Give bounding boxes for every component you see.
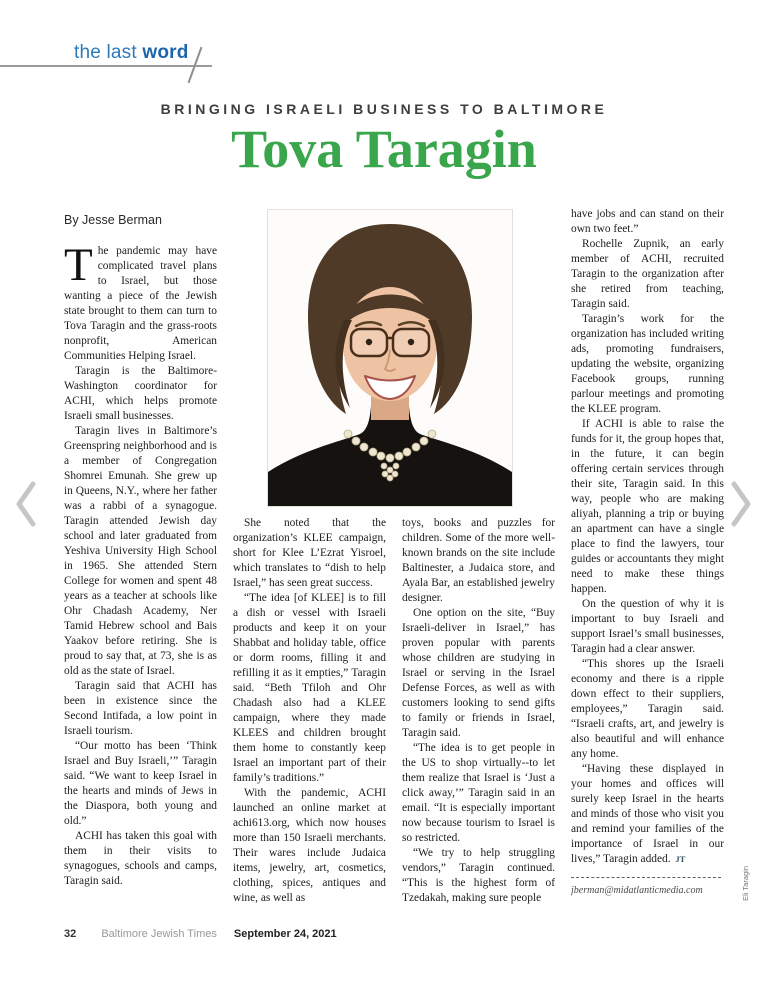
portrait-illustration bbox=[268, 210, 512, 506]
closing-paragraph bbox=[571, 762, 724, 867]
signature-block bbox=[571, 877, 724, 898]
paragraph: Taragin lives in Baltimore’s Greenspring neighborhood and is a member of Congregation Shomrei Emunah. She grew up in Queens, N.Y., where her father was a rabbi of a synagogue. Taragin attended Jewish day school and later graduated from Yeshiva University High School in 1965. She attended Stern College for women and spent 48 years as a teacher at schools like Ohr Chadash Academy, Ner Tamid Hebrew school and Bais Yaakov before retiring. She is proud to say that, at 73, she is as old as the state of Israel. bbox=[64, 425, 217, 677]
paragraph: Taragin said that ACHI has been in existence since the Second Intifada, a low point in Israeli tourism. bbox=[64, 680, 217, 737]
page-number: 32 bbox=[64, 928, 77, 940]
portrait-photo bbox=[268, 210, 512, 506]
chevron-right-icon bbox=[727, 479, 755, 529]
column-4 bbox=[571, 207, 724, 923]
next-page-arrow[interactable] bbox=[727, 479, 755, 529]
paragraph: “This shores up the Israeli economy and there is a ripple down effect to their suppliers, employees,” Taragin said. “Israeli crafts, art, and jewelry is also beautiful and will enhance any home. bbox=[571, 658, 724, 760]
photo-credit: Eli Taragin bbox=[741, 866, 750, 901]
byline: By Jesse Berman bbox=[64, 213, 162, 227]
opening-paragraph bbox=[64, 239, 217, 364]
section-label-bold: word bbox=[142, 42, 189, 63]
section-label bbox=[74, 42, 189, 64]
paragraph: ACHI has taken this goal with them in their visits to synagogues, schools and camps, Taragin said. bbox=[64, 830, 217, 887]
issue-date: September 24, 2021 bbox=[233, 928, 337, 940]
publication-name: Baltimore Jewish Times bbox=[101, 928, 217, 940]
signature-rule bbox=[571, 877, 721, 878]
end-mark: JT bbox=[675, 854, 686, 864]
paragraph: Rochelle Zupnik, an early member of ACHI, recruited Taragin to the organization after she retired from teaching, Taragin said. bbox=[571, 238, 724, 310]
opening-paragraph-text: he pandemic may have complicated travel plans to Israel, but those wanting a piece of the Jewish state brought to them can turn to Tova Taragin and the grass-roots nonprofit, American Communities Helping Israel. bbox=[64, 245, 217, 362]
header-rule bbox=[0, 65, 212, 67]
paragraph: She noted that the organization’s KLEE campaign, short for Klee L’Ezrat Yisroel, which translates to “dish to help Israel,” has seen great success. bbox=[233, 517, 386, 589]
column-1 bbox=[64, 213, 217, 909]
column-4-paragraphs bbox=[571, 207, 724, 762]
section-label-regular: the last bbox=[74, 42, 143, 63]
column-1-paragraphs bbox=[64, 364, 217, 889]
drop-cap: T bbox=[64, 239, 93, 291]
paragraph: On the question of why it is important to buy Israeli and support Israel’s small businesses, Taragin had a clear answer. bbox=[571, 598, 724, 655]
author-email[interactable]: jberman@midatlanticmedia.com bbox=[571, 885, 703, 896]
column-3 bbox=[402, 516, 555, 910]
previous-page-arrow[interactable] bbox=[12, 479, 40, 529]
paragraph: “The idea is to get people in the US to shop virtually--to let them realize that Israel is ‘Just a click away,’” Taragin said in an email. “It is especially important now because tourism to Israel is so restricted. bbox=[402, 742, 555, 844]
article-kicker: BRINGING ISRAELI BUSINESS TO BALTIMORE bbox=[160, 101, 608, 117]
chevron-left-icon bbox=[12, 479, 40, 529]
paragraph: “Our motto has been ‘Think Israel and Buy Israeli,’” Taragin said. “We want to keep Israel in the hearts and minds of Jews in the Diaspora, both young and old.” bbox=[64, 740, 217, 827]
paragraph: toys, books and puzzles for children. Some of the more well-known brands on the site include Baltinester, a Judaica store, and Ayala Bar, an established jewelry designer. bbox=[402, 517, 555, 604]
column-2 bbox=[233, 516, 386, 910]
paragraph: “The idea [of KLEE] is to fill a dish or vessel with Israeli products and keep it on your Shabbat and holiday table, office or dorm rooms, filling it and refilling it as it empties,” Taragin said. “Beth Tfiloh and Ohr Chadash also had a KLEE campaign, where they made KLEES and children brought them home to constantly keep Israel an important part of their family’s traditions.” bbox=[233, 592, 386, 784]
paragraph: If ACHI is able to raise the funds for it, the group hopes that, in the future, it can begin offering certain services through their site, Taragin said. In this way, people who are making aliyah, planning a trip or buying an apartment can have a single place to find the lawyers, tour guides or accountants they might need to make these things happen. bbox=[571, 418, 724, 595]
paragraph: “We try to help struggling vendors,” Taragin continued. “This is the highest form of Tzedakah, making sure people bbox=[402, 847, 555, 904]
page-footer bbox=[64, 928, 337, 940]
paragraph: With the pandemic, ACHI launched an online market at achi613.org, which now houses more than 150 Israeli merchants. Their wares include Judaica items, jewelry, art, cosmetics, clothing, spices, antiques and wine, as well as bbox=[233, 787, 386, 904]
closing-paragraph-text: “Having these displayed in your homes and offices will surely keep Israel in the hearts and minds of those who visit you and remind your families of the importance of Israel in our lives,” Taragin added. bbox=[571, 763, 724, 865]
article-title: Tova Taragin bbox=[231, 119, 537, 179]
paragraph: have jobs and can stand on their own two feet.” bbox=[571, 208, 724, 235]
paragraph: One option on the site, “Buy Israeli-deliver in Israel,” has proven popular with parents whose children are studying in Israel or serving in the Israel Defense Forces, as well as with customers looking to send gifts to family or friends in Israel, Taragin said. bbox=[402, 607, 555, 739]
paragraph: Taragin’s work for the organization has included writing ads, promoting fundraisers, updating the website, organizing Facebook groups, running parlour meetings and promoting the KLEE program. bbox=[571, 313, 724, 415]
paragraph: Taragin is the Baltimore-Washington coordinator for ACHI, which helps promote Israeli small businesses. bbox=[64, 365, 217, 422]
